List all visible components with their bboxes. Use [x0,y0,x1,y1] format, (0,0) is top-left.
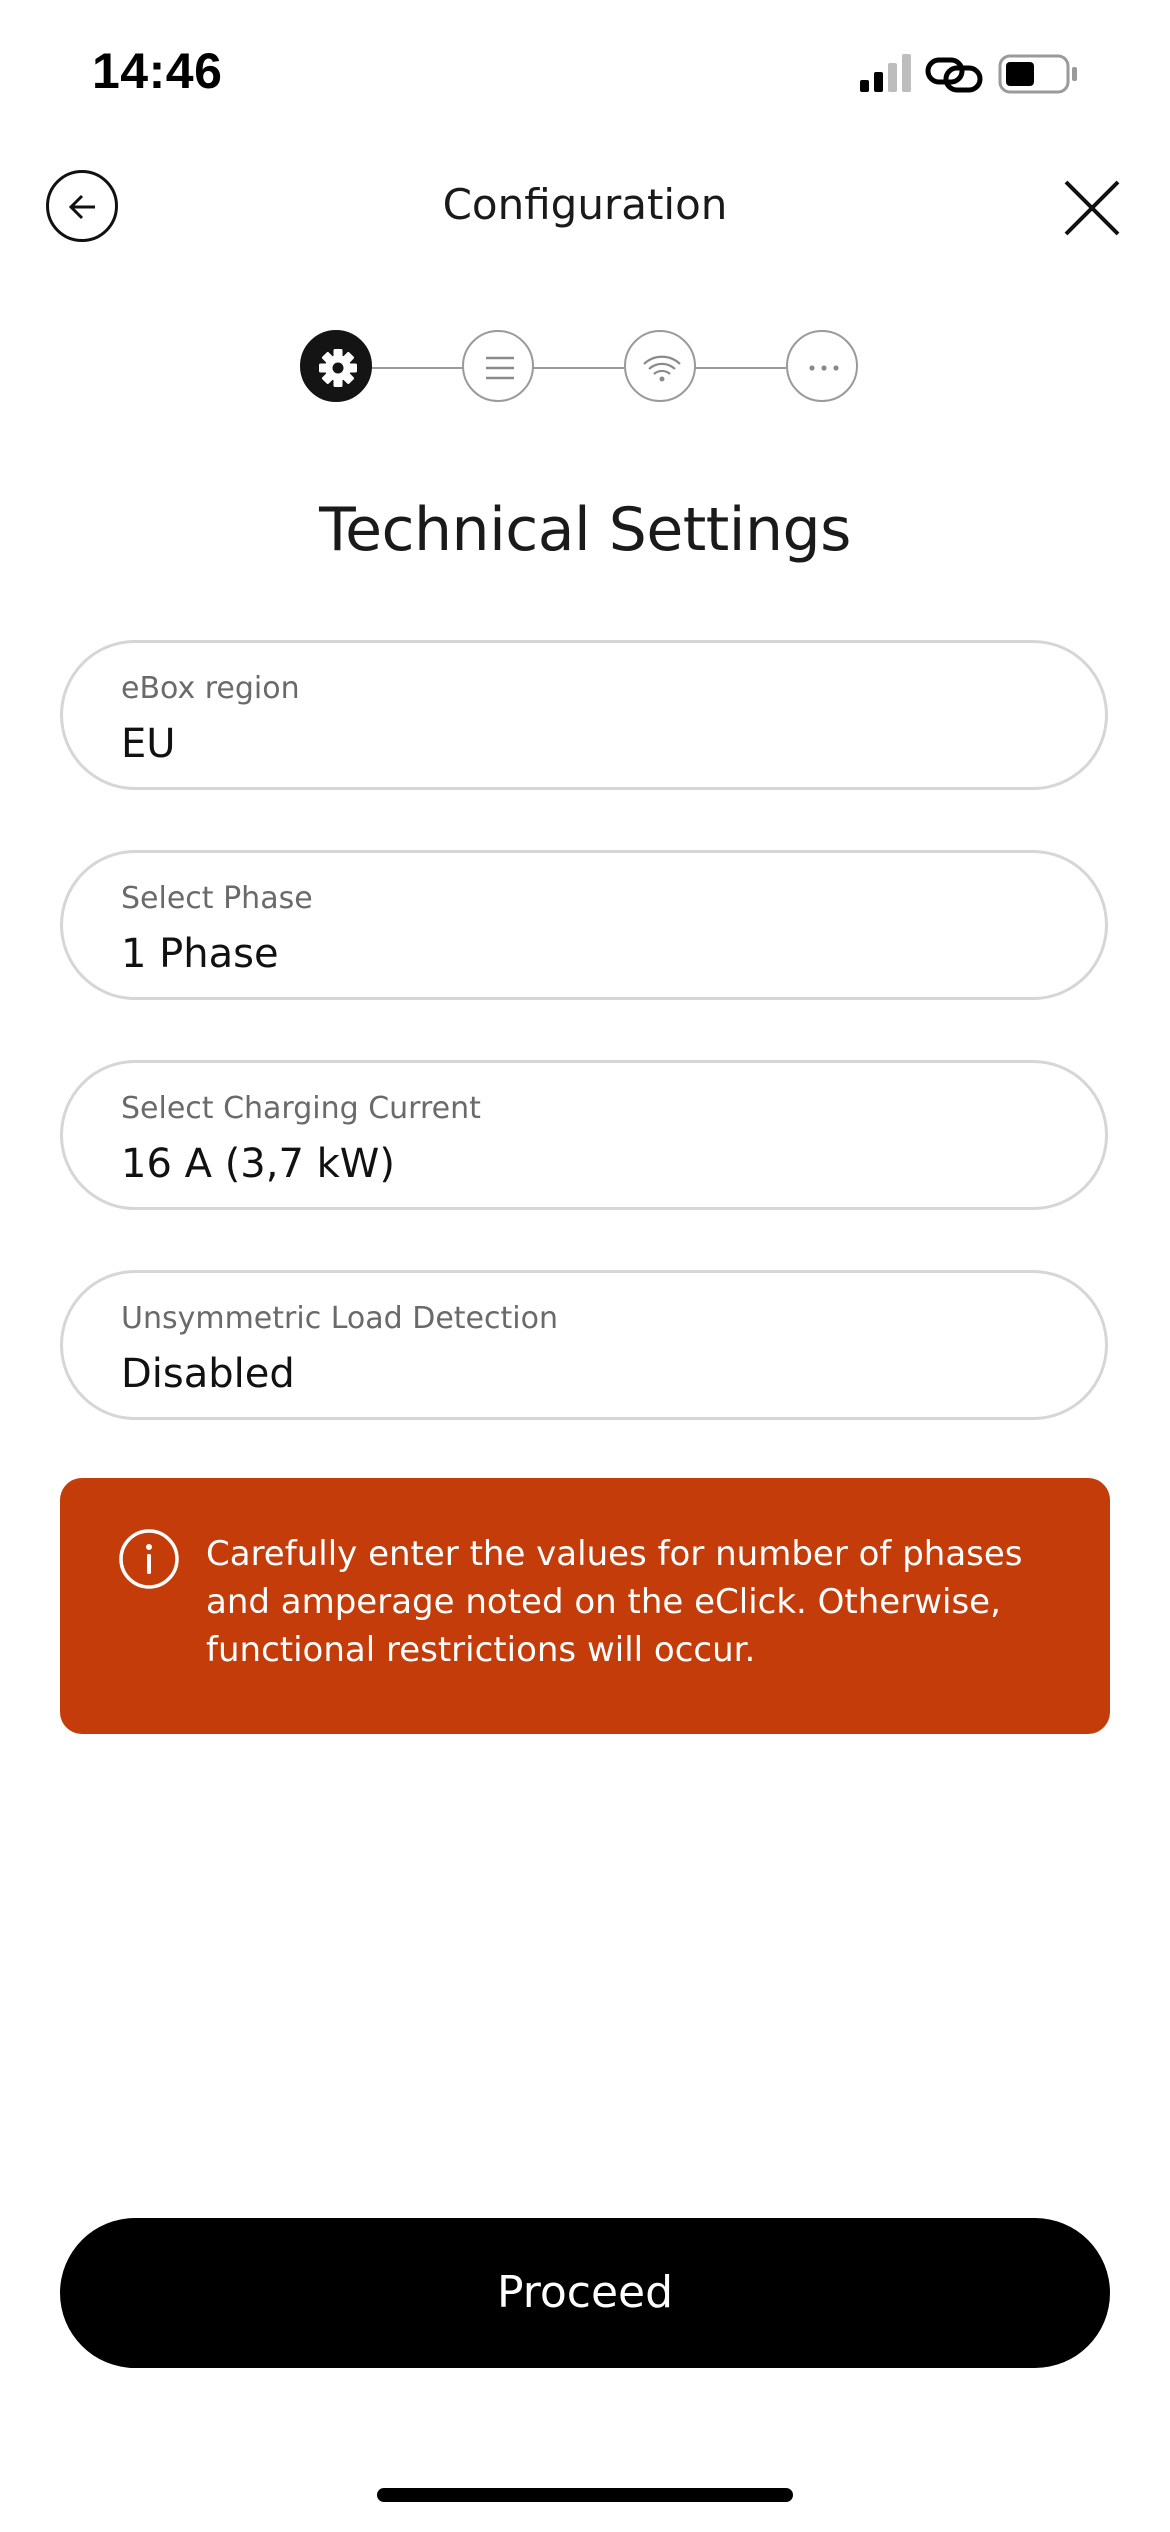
field-label: eBox region [121,671,300,706]
field-label: Select Phase [121,881,313,916]
select-phase-field[interactable] [60,850,1108,1000]
step-more [786,330,858,402]
home-indicator [377,2488,793,2502]
field-value: EU [121,721,176,767]
step-wifi [624,330,696,402]
cellular-signal-icon [860,54,911,92]
unsymmetric-load-detection-field[interactable] [60,1270,1108,1420]
step-technical-settings [300,330,372,402]
warning-text: Carefully enter the values for number of phases and amperage noted on the eClick. Otherwise, functional restrictions will occur. [206,1534,1023,1670]
header-title: Configuration [442,180,728,229]
step-connector [370,367,462,369]
ebox-region-field[interactable] [60,640,1108,790]
status-time: 14:46 [92,43,223,99]
field-value: 16 A (3,7 kW) [121,1141,395,1187]
list-icon [464,332,536,404]
battery-icon [1000,56,1077,92]
gear-icon [302,332,374,404]
field-label: Unsymmetric Load Detection [121,1301,558,1336]
header [0,150,1170,270]
field-label: Select Charging Current [121,1091,481,1126]
more-horizontal-icon [788,332,860,404]
step-connector [694,367,786,369]
charging-current-field[interactable] [60,1060,1108,1210]
progress-stepper [300,330,870,406]
step-list [462,330,534,402]
link-icon [928,60,980,90]
status-bar [0,0,1170,150]
page-title: Technical Settings [319,495,851,565]
field-value: Disabled [121,1351,295,1397]
close-button[interactable] [1060,176,1124,240]
close-icon [1060,176,1124,240]
wifi-icon [626,332,698,404]
step-connector [532,367,624,369]
status-icons [860,50,1120,100]
proceed-button[interactable]: Proceed [60,2218,1110,2368]
info-icon [118,1528,180,1590]
warning-banner [60,1478,1110,1734]
field-value: 1 Phase [121,931,279,977]
